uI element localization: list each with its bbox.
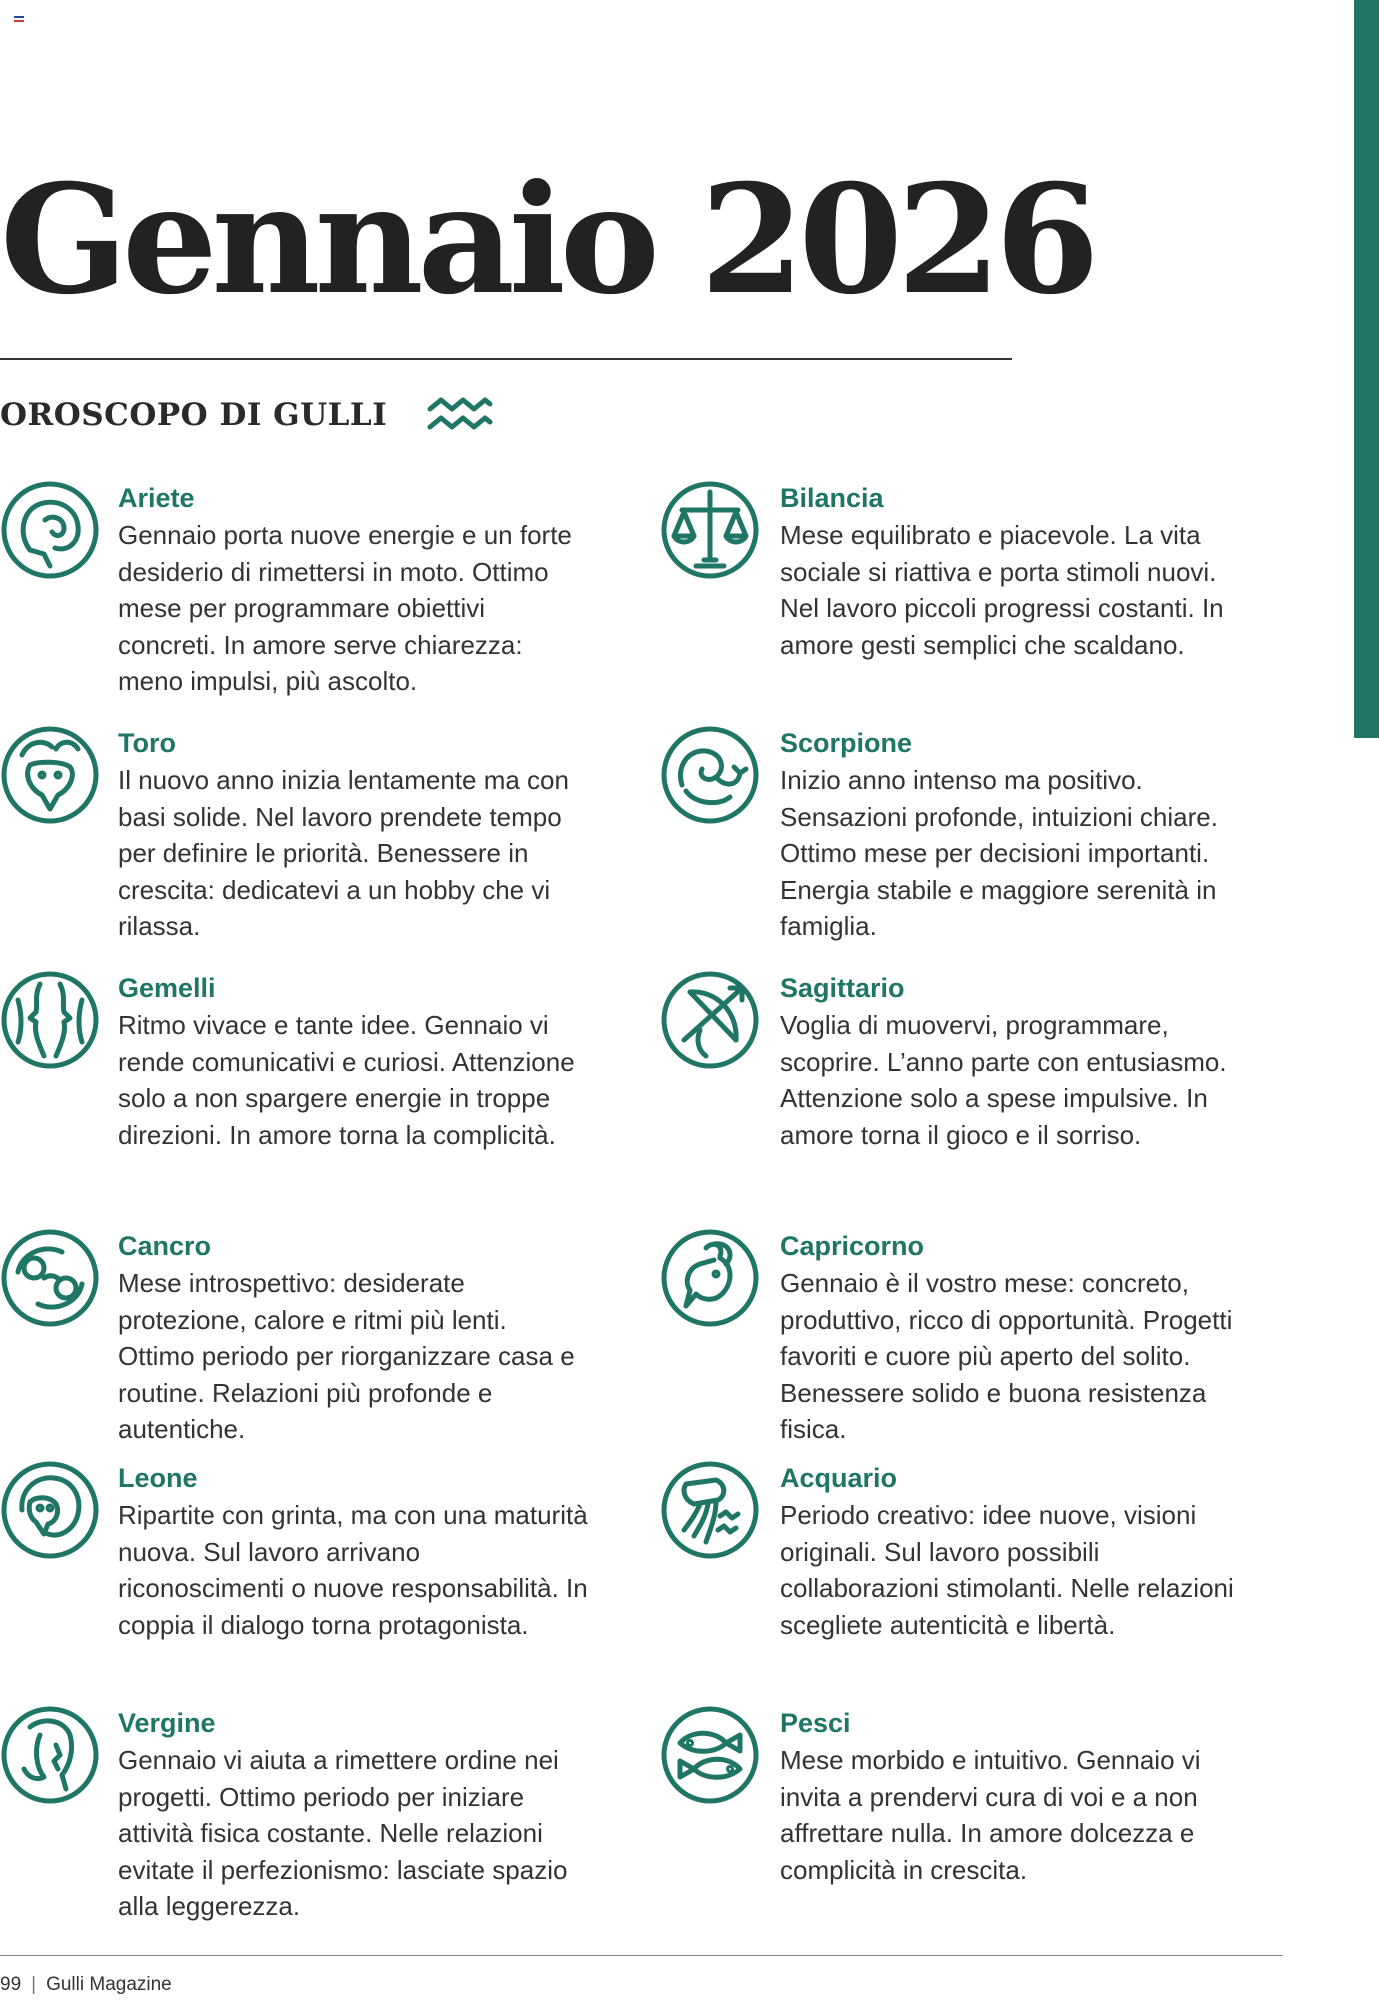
sign-name: Pesci bbox=[780, 1708, 851, 1738]
sign-name: Vergine bbox=[118, 1708, 216, 1738]
sign-description: Periodo creativo: idee nuove, visioni originali. Sul lavoro possibili collaborazioni stimolanti. Nelle relazioni scegliete autenticità e libertà. bbox=[780, 1500, 1234, 1640]
sign-name: Sagittario bbox=[780, 973, 905, 1003]
sign-description: Gennaio vi aiuta a rimettere ordine nei progetti. Ottimo periodo per iniziare attività fisica costante. Nelle relazioni evitate il perfezionismo: lasciate spazio alla leggerezza. bbox=[118, 1745, 568, 1921]
sign-name: Cancro bbox=[118, 1231, 212, 1261]
sign-description: Mese introspettivo: desiderate protezione, calore e ritmi più lenti. Ottimo periodo per riorganizzare casa e routine. Relazioni più profonde e autentiche. bbox=[118, 1268, 575, 1444]
leo-icon bbox=[0, 1460, 100, 1560]
pisces-icon bbox=[660, 1705, 760, 1805]
sign-description: Gennaio porta nuove energie e un forte desiderio di rimettersi in moto. Ottimo mese per programmare obiettivi concreti. In amore serve chiarezza: meno impulsi, più ascolto. bbox=[118, 520, 572, 696]
sign-name: Gemelli bbox=[118, 973, 216, 1003]
aquarius-symbol-icon bbox=[427, 395, 493, 435]
corner-flag-mark bbox=[14, 16, 24, 24]
footer-divider bbox=[0, 1955, 1283, 1956]
sign-name: Leone bbox=[118, 1463, 198, 1493]
sign-description: Voglia di muovervi, programmare, scoprire. L’anno parte con entusiasmo. Attenzione solo a spese impulsive. In amore torna il gioco e il sorriso. bbox=[780, 1010, 1227, 1150]
taurus-icon bbox=[0, 725, 100, 825]
sign-description: Il nuovo anno inizia lentamente ma con basi solide. Nel lavoro prendete tempo per definire le priorità. Benessere in crescita: dedicatevi a un hobby che vi rilassa. bbox=[118, 765, 569, 941]
gemini-icon bbox=[0, 970, 100, 1070]
sign-name: Scorpione bbox=[780, 728, 913, 758]
page-title: Gennaio 2026 bbox=[0, 152, 1094, 328]
capricorn-icon bbox=[660, 1228, 760, 1328]
sign-description: Mese equilibrato e piacevole. La vita sociale si riattiva e porta stimoli nuovi. Nel lavoro piccoli progressi costanti. In amore gesti semplici che scaldano. bbox=[780, 520, 1224, 660]
sign-name: Toro bbox=[118, 728, 176, 758]
scorpio-icon bbox=[660, 725, 760, 825]
sign-description: Ripartite con grinta, ma con una maturità nuova. Sul lavoro arrivano riconoscimenti o nuove responsabilità. In coppia il dialogo torna protagonista. bbox=[118, 1500, 588, 1640]
sign-name: Acquario bbox=[780, 1463, 898, 1493]
sign-description: Mese morbido e intuitivo. Gennaio vi invita a prendervi cura di voi e a non affrettare nulla. In amore dolcezza e complicità in crescita. bbox=[780, 1745, 1201, 1885]
title-divider bbox=[0, 358, 1012, 360]
page-footer bbox=[0, 1974, 172, 1996]
sagittarius-icon bbox=[660, 970, 760, 1070]
section-title: OROSCOPO DI GULLI bbox=[0, 397, 388, 433]
sign-name: Ariete bbox=[118, 483, 195, 513]
side-accent-bar bbox=[1354, 0, 1379, 738]
sign-description: Ritmo vivace e tante idee. Gennaio vi rende comunicativi e curiosi. Attenzione solo a non spargere energie in troppe direzioni. In amore torna la complicità. bbox=[118, 1010, 575, 1150]
sign-description: Inizio anno intenso ma positivo. Sensazioni profonde, intuizioni chiare. Ottimo mese per decisioni importanti. Energia stabile e maggiore serenità in famiglia. bbox=[780, 765, 1218, 941]
page-number: 99 bbox=[0, 1974, 22, 1995]
section-header bbox=[0, 395, 493, 435]
sign-description: Gennaio è il vostro mese: concreto, produttivo, ricco di opportunità. Progetti favoriti e cuore più aperto del solito. Benessere solido e buona resistenza fisica. bbox=[780, 1268, 1233, 1444]
magazine-name: Gulli Magazine bbox=[46, 1974, 172, 1995]
sign-name: Capricorno bbox=[780, 1231, 925, 1261]
aries-icon bbox=[0, 480, 100, 580]
footer-separator: | bbox=[31, 1974, 37, 1995]
sign-name: Bilancia bbox=[780, 483, 884, 513]
aquarius-icon bbox=[660, 1460, 760, 1560]
cancer-icon bbox=[0, 1228, 100, 1328]
libra-icon bbox=[660, 480, 760, 580]
virgo-icon bbox=[0, 1705, 100, 1805]
